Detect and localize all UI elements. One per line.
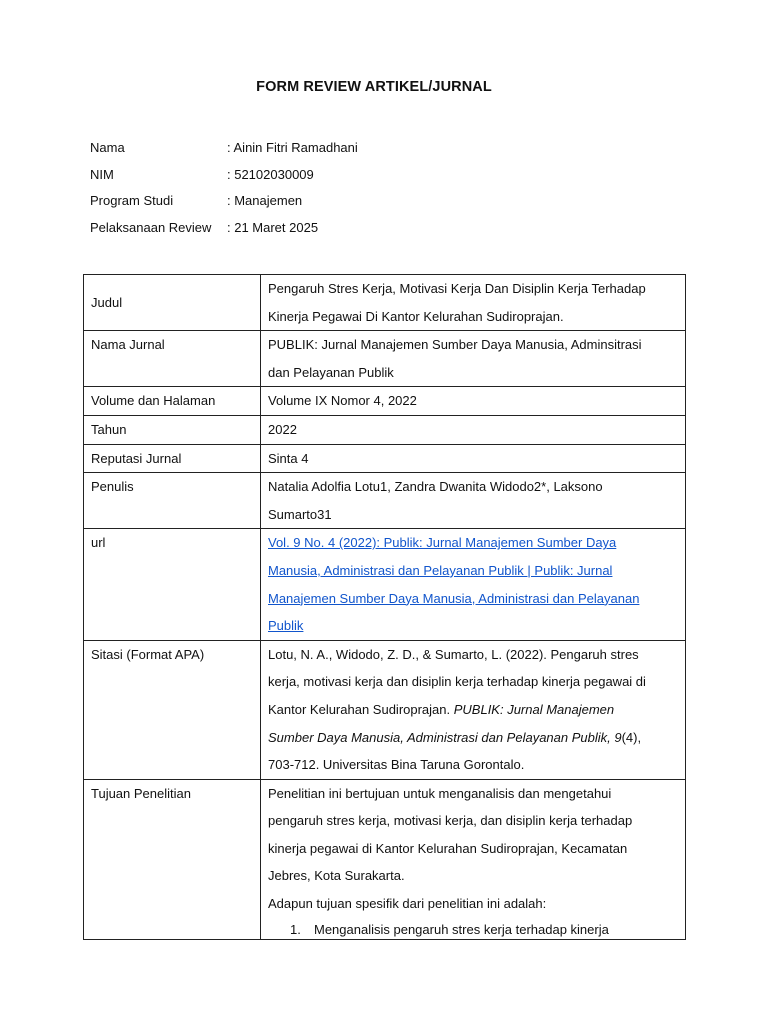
- table-row-tujuan: [84, 779, 686, 939]
- row-value: [261, 473, 686, 529]
- link-line[interactable]: Manusia, Administrasi dan Pelayanan Publik | Publik: Jurnal: [268, 562, 613, 578]
- link-line[interactable]: Vol. 9 No. 4 (2022): Publik: Jurnal Manajemen Sumber Daya: [268, 535, 617, 551]
- row-value: [261, 640, 686, 779]
- value-line: dan Pelayanan Publik: [268, 364, 394, 380]
- value-line: kinerja pegawai di Kantor Kelurahan Sudiroprajan, Kecamatan: [268, 840, 628, 856]
- row-value: [261, 331, 686, 387]
- row-label: Sitasi (Format APA): [84, 640, 261, 779]
- row-label: Nama Jurnal: [84, 331, 261, 387]
- value-line: Lotu, N. A., Widodo, Z. D., & Sumarto, L. (2022). Pengaruh stres: [268, 646, 639, 662]
- row-value: [261, 529, 686, 640]
- citation-text: Kantor Kelurahan Sudiroprajan.: [268, 701, 454, 717]
- table-row-tahun: [84, 415, 686, 444]
- citation-text: (4),: [621, 729, 642, 745]
- value-line: pengaruh stres kerja, motivasi kerja, dan disiplin kerja terhadap: [268, 813, 633, 829]
- value-line: [268, 696, 678, 724]
- reviewer-info: [90, 140, 358, 246]
- info-value: : Manajemen: [227, 193, 303, 208]
- value-line: Penelitian ini bertujuan untuk menganalisis dan mengetahui: [268, 785, 612, 801]
- table-row-url: [84, 529, 686, 640]
- info-row-program-studi: [90, 193, 358, 220]
- review-table: [83, 274, 686, 940]
- value-line: kerja, motivasi kerja dan disiplin kerja terhadap kinerja pegawai di: [268, 674, 646, 690]
- table-row-penulis: [84, 473, 686, 529]
- value-line: Kinerja Pegawai Di Kantor Kelurahan Sudiroprajan.: [268, 308, 564, 324]
- table-row-volume: [84, 387, 686, 416]
- list-number: 1.: [290, 921, 301, 937]
- citation-journal: PUBLIK: Jurnal Manajemen: [453, 701, 615, 717]
- row-label: Volume dan Halaman: [84, 387, 261, 416]
- list-text: Menganalisis pengaruh stres kerja terhadap kinerja: [314, 921, 609, 937]
- row-value: [261, 779, 686, 939]
- info-label: Program Studi: [90, 193, 174, 208]
- info-value: : Ainin Fitri Ramadhani: [227, 140, 358, 155]
- value-line: [268, 724, 678, 752]
- info-row-nama: [90, 140, 358, 167]
- info-row-pelaksanaan-review: [90, 220, 358, 247]
- info-row-nim: [90, 167, 358, 194]
- row-label: Judul: [84, 275, 261, 331]
- row-label: Tahun: [84, 415, 261, 444]
- citation-journal: Sumber Daya Manusia, Administrasi dan Pelayanan Publik, 9: [268, 729, 622, 745]
- value-line: Pengaruh Stres Kerja, Motivasi Kerja Dan Disiplin Kerja Terhadap: [268, 281, 646, 296]
- table-row-sitasi: [84, 640, 686, 779]
- row-label: Penulis: [84, 473, 261, 529]
- value-line: PUBLIK: Jurnal Manajemen Sumber Daya Manusia, Adminsitrasi: [268, 337, 642, 353]
- row-value: Sinta 4: [261, 444, 686, 473]
- value-line: 703-712. Universitas Bina Taruna Gorontalo.: [268, 757, 525, 773]
- row-value: 2022: [261, 415, 686, 444]
- row-value: Volume IX Nomor 4, 2022: [261, 387, 686, 416]
- link-line[interactable]: Publik: [268, 618, 304, 634]
- info-label: NIM: [90, 166, 114, 182]
- info-label: Pelaksanaan Review: [90, 219, 212, 235]
- value-line: Natalia Adolfia Lotu1, Zandra Dwanita Widodo2*, Laksono: [268, 479, 603, 495]
- form-title: FORM REVIEW ARTIKEL/JURNAL: [256, 79, 492, 95]
- journal-url-link[interactable]: [268, 529, 678, 639]
- value-line: Adapun tujuan spesifik dari penelitian ini adalah:: [268, 896, 547, 912]
- link-line[interactable]: Manajemen Sumber Daya Manusia, Administrasi dan Pelayanan: [268, 590, 640, 606]
- info-value: : 52102030009: [227, 166, 314, 182]
- row-label: Reputasi Jurnal: [84, 444, 261, 473]
- info-label: Nama: [90, 140, 125, 155]
- table-row-nama-jurnal: [84, 331, 686, 387]
- table-row-reputasi: [84, 444, 686, 473]
- row-label: Tujuan Penelitian: [84, 779, 261, 939]
- row-value: [261, 275, 686, 331]
- value-line: Sumarto31: [268, 506, 332, 522]
- list-item: [268, 918, 678, 939]
- row-label: url: [84, 529, 261, 640]
- value-line: Jebres, Kota Surakarta.: [268, 868, 405, 884]
- table-row-judul: [84, 275, 686, 331]
- info-value: : 21 Maret 2025: [227, 219, 319, 235]
